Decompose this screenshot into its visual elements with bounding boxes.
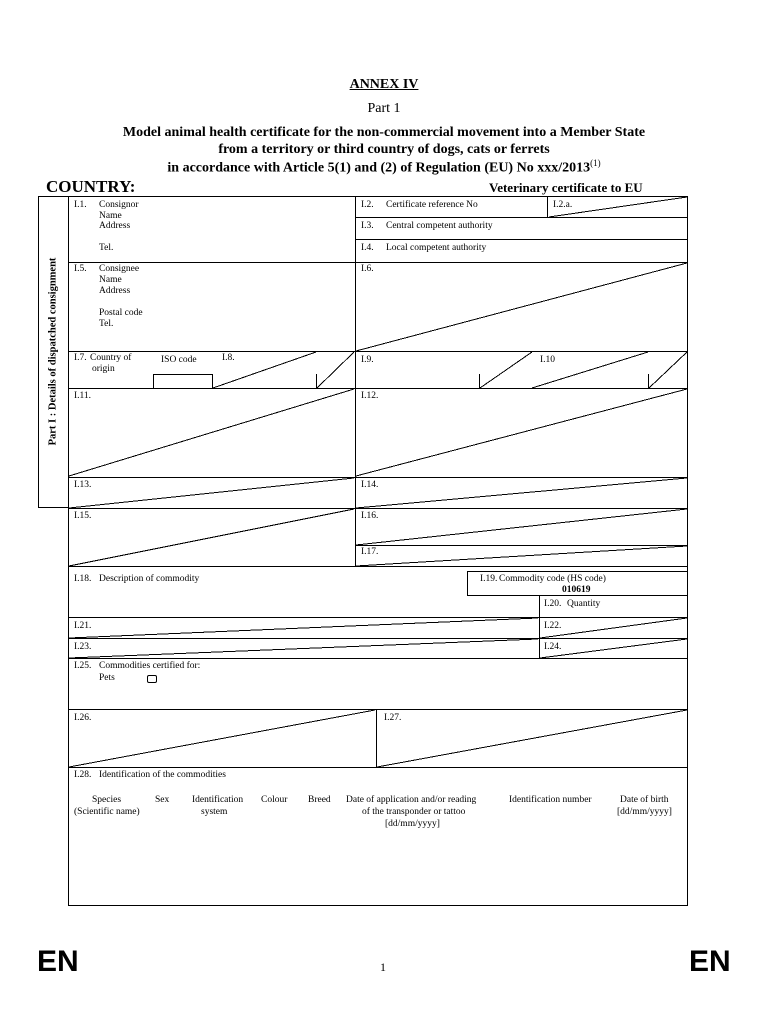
certified-for-label: Commodities certified for: — [99, 661, 201, 671]
col-id-system-1: Identification — [192, 795, 244, 805]
annex-title: ANNEX IV — [349, 77, 419, 92]
pets-checkbox[interactable] — [147, 675, 157, 683]
local-auth-label: Local competent authority — [386, 243, 487, 253]
field-i2a: I.2.a. — [553, 200, 573, 210]
identification-label: Identification of the commodities — [99, 770, 226, 780]
col-sex: Sex — [155, 795, 170, 805]
field-i28: I.28. — [74, 770, 92, 780]
consignor-address-label: Address — [99, 221, 131, 231]
col-breed: Breed — [308, 795, 331, 805]
field-i2: I.2. — [361, 200, 374, 210]
col-colour: Colour — [261, 795, 288, 805]
field-i17: I.17. — [361, 547, 379, 557]
field-i16: I.16. — [361, 511, 379, 521]
consignee-address-label: Address — [99, 286, 131, 296]
field-i27: I.27. — [384, 713, 402, 723]
country-origin-label-1: Country of — [90, 353, 132, 363]
pets-label: Pets — [99, 673, 115, 683]
lang-code-right: EN — [689, 945, 731, 978]
footnote-ref: (1) — [590, 158, 601, 168]
side-label: Part I : Details of dispatched consignment — [47, 257, 59, 446]
field-i1: I.1. — [74, 200, 87, 210]
field-i7: I.7. — [74, 353, 87, 363]
country-label: COUNTRY: — [46, 177, 136, 196]
field-i14: I.14. — [361, 480, 379, 490]
field-i8: I.8. — [222, 353, 235, 363]
field-i24: I.24. — [544, 642, 562, 652]
country-origin-label-2: origin — [92, 364, 115, 374]
field-i25: I.25. — [74, 661, 92, 671]
title-line-2: from a territory or third country of dogs, cats or ferrets — [218, 142, 550, 157]
field-i4: I.4. — [361, 243, 374, 253]
field-i5: I.5. — [74, 264, 87, 274]
col-date-app-1: Date of application and/or reading — [346, 795, 477, 805]
col-date-app-2: of the transponder or tattoo — [362, 807, 466, 817]
field-i22: I.22. — [544, 621, 562, 631]
vet-cert-label: Veterinary certificate to EU — [489, 180, 643, 195]
col-species-sci: (Scientific name) — [74, 807, 140, 817]
part-label: Part 1 — [367, 101, 401, 116]
col-id-system-2: system — [201, 807, 228, 817]
field-i6: I.6. — [361, 264, 374, 274]
consignee-label: Consignee — [99, 264, 140, 274]
field-i12: I.12. — [361, 391, 379, 401]
col-dob-1: Date of birth — [620, 795, 669, 805]
col-id-number: Identification number — [509, 795, 592, 805]
consignor-tel-label: Tel. — [99, 243, 114, 253]
col-dob-2: [dd/mm/yyyy] — [617, 807, 672, 817]
title-line-1: Model animal health certificate for the non-commercial movement into a Member State — [122, 125, 646, 140]
hs-code-value: 010619 — [562, 585, 591, 595]
field-i18: I.18. — [74, 574, 92, 584]
field-i9: I.9. — [361, 355, 374, 365]
consignor-label: Consignor — [99, 200, 139, 210]
consignee-name-label: Name — [99, 275, 122, 285]
field-i11: I.11. — [74, 391, 92, 401]
quantity-label: Quantity — [567, 599, 601, 609]
central-auth-label: Central competent authority — [386, 221, 493, 231]
field-i21: I.21. — [74, 621, 92, 631]
field-i20: I.20. — [544, 599, 562, 609]
desc-commodity-label: Description of commodity — [99, 574, 200, 584]
lang-code-left: EN — [37, 945, 79, 978]
field-i23: I.23. — [74, 642, 92, 652]
field-i19: I.19. — [480, 574, 498, 584]
col-date-app-3: [dd/mm/yyyy] — [385, 819, 440, 829]
field-i13: I.13. — [74, 480, 92, 490]
postal-code-label: Postal code — [99, 308, 143, 318]
col-species: Species — [92, 795, 122, 805]
page-number: 1 — [380, 960, 386, 974]
hs-code-label: Commodity code (HS code) — [499, 574, 606, 584]
consignor-name-label: Name — [99, 211, 122, 221]
iso-code-label: ISO code — [161, 355, 197, 365]
cert-ref-label: Certificate reference No — [386, 200, 478, 210]
field-i26: I.26. — [74, 713, 92, 723]
field-i3: I.3. — [361, 221, 374, 231]
title-line-3-text: in accordance with Article 5(1) and (2) of Regulation (EU) No xxx/2013 — [167, 160, 591, 176]
field-i15: I.15. — [74, 511, 92, 521]
consignee-tel-label: Tel. — [99, 319, 114, 329]
field-i10: I.10 — [540, 355, 556, 365]
